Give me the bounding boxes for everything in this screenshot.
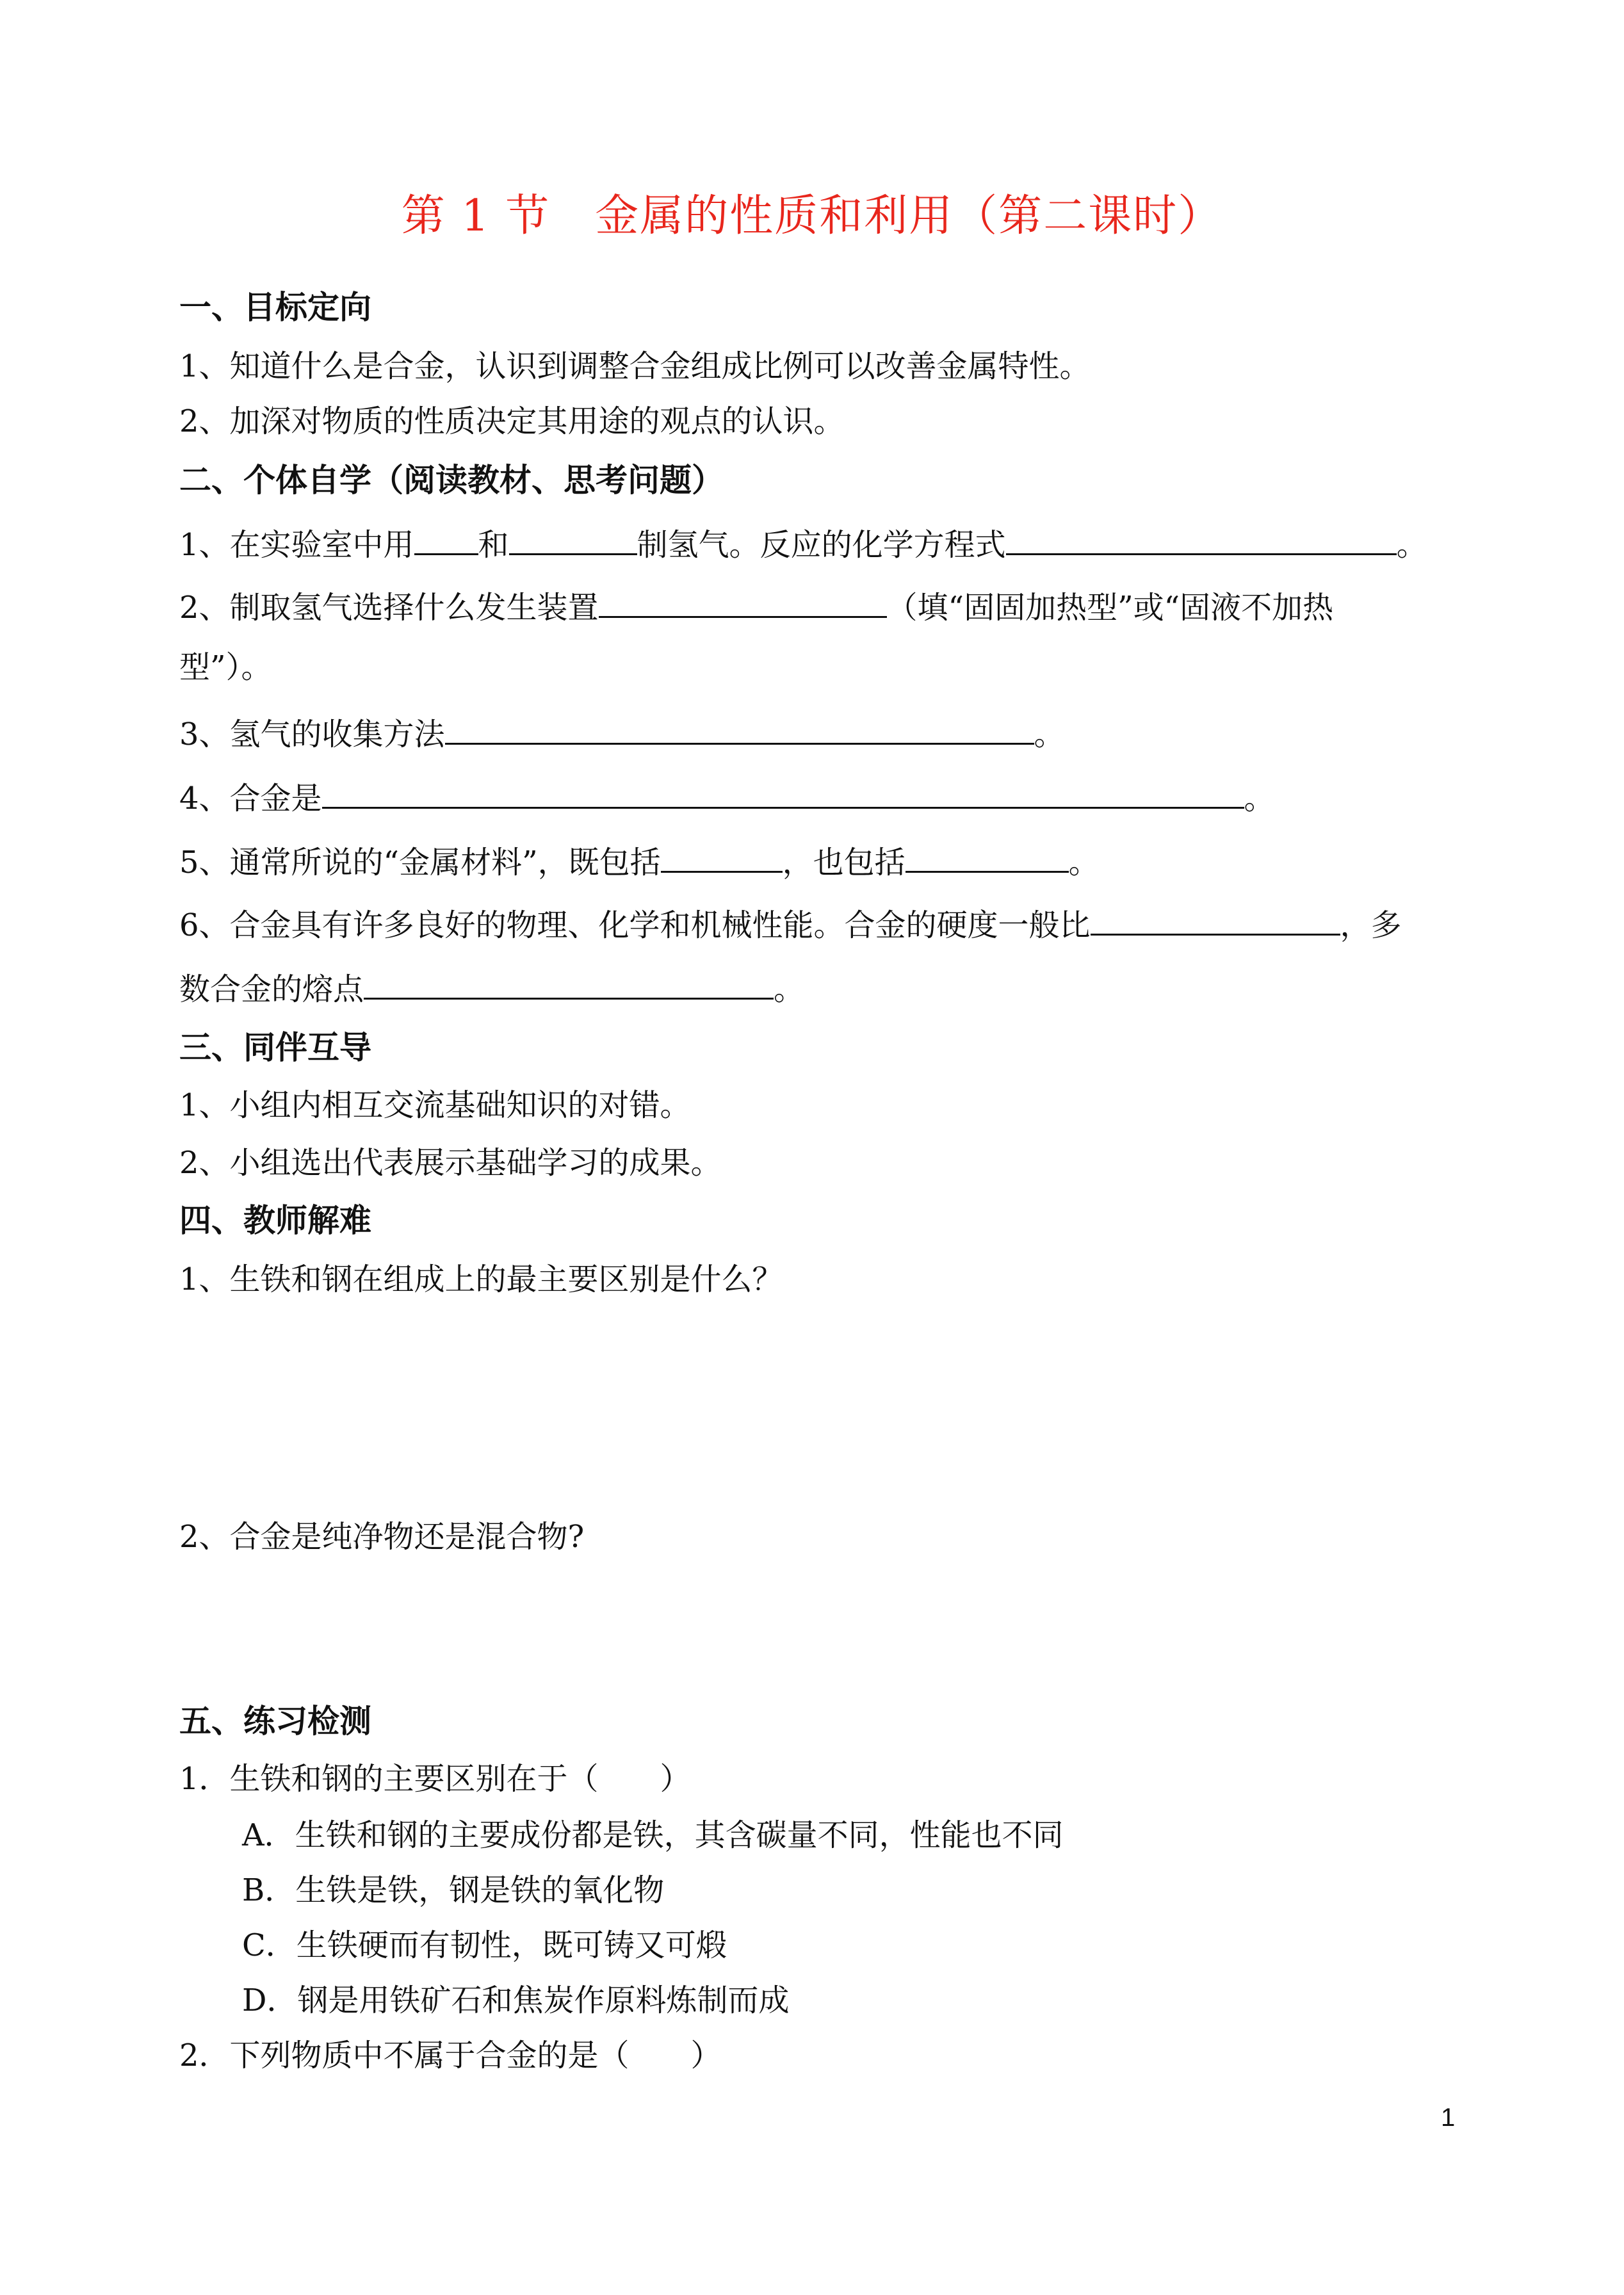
- question-text: 型”）。: [179, 649, 272, 685]
- question-text: 4、合金是: [179, 781, 322, 816]
- question-text: 数合金的熔点: [179, 971, 364, 1007]
- option-c[interactable]: C．生铁硬而有韧性，既可铸又可煅: [242, 1927, 727, 1963]
- option-a[interactable]: A．生铁和钢的主要成份都是铁，其含碳量不同，性能也不同: [242, 1817, 1064, 1853]
- answer-blank[interactable]: [1091, 902, 1340, 936]
- question-line: [179, 839, 1100, 883]
- question-text: 6、合金具有许多良好的物理、化学和机械性能。合金的硬度一般比: [179, 907, 1091, 943]
- question-line: [179, 711, 1065, 755]
- question-line: [179, 775, 1275, 819]
- question-text: 。: [1396, 527, 1427, 563]
- goal-item: 2、加深对物质的性质决定其用途的观点的认识。: [179, 403, 845, 439]
- page-number: 1: [1441, 2104, 1456, 2132]
- question-text: ，多: [1340, 907, 1402, 943]
- answer-blank[interactable]: [599, 584, 887, 618]
- question-text: 。: [1244, 781, 1275, 816]
- answer-blank[interactable]: [414, 521, 478, 555]
- answer-blank[interactable]: [364, 966, 774, 1000]
- answer-blank[interactable]: [1006, 521, 1397, 555]
- question-line: [179, 584, 1333, 628]
- question-line: [179, 902, 1402, 946]
- teacher-question: 2、合金是纯净物还是混合物?: [179, 1519, 585, 1555]
- option-d[interactable]: D．钢是用铁矿石和焦炭作原料炼制而成: [242, 1983, 790, 2018]
- question-text: 2、制取氢气选择什么发生装置: [179, 590, 599, 626]
- page-title: 第 1 节 金属的性质和利用（第二课时）: [401, 191, 1223, 241]
- teacher-question: 1、生铁和钢在组成上的最主要区别是什么？: [179, 1261, 783, 1297]
- question-text: 和: [478, 527, 509, 563]
- question-text: 3、氢气的收集方法: [179, 717, 445, 752]
- answer-blank[interactable]: [509, 521, 637, 555]
- question-text: 5、通常所说的“金属材料”，既包括: [179, 845, 661, 880]
- section-heading-self-study: 二、个体自学（阅读教材、思考问题）: [179, 461, 724, 499]
- question-text: 。: [1068, 845, 1100, 880]
- question-text: （填“固固加热型”或“固液不加热: [886, 590, 1334, 626]
- peer-item: 1、小组内相互交流基础知识的对错。: [179, 1087, 691, 1123]
- answer-blank[interactable]: [322, 775, 1244, 809]
- question-text: ，也包括: [782, 845, 905, 880]
- question-text: 制氢气。反应的化学方程式: [637, 527, 1006, 563]
- section-heading-goals: 一、目标定向: [179, 288, 371, 326]
- exercise-question: 1．生铁和钢的主要区别在于（ ）: [179, 1761, 691, 1797]
- exercise-question: 2．下列物质中不属于合金的是（ ）: [179, 2038, 722, 2073]
- peer-item: 2、小组选出代表展示基础学习的成果。: [179, 1145, 722, 1181]
- answer-blank[interactable]: [661, 839, 783, 873]
- question-text: 1、在实验室中用: [179, 527, 414, 563]
- section-heading-peer: 三、同伴互导: [179, 1028, 371, 1066]
- section-heading-exercise: 五、练习检测: [179, 1702, 371, 1740]
- option-b[interactable]: B．生铁是铁，钢是铁的氧化物: [242, 1872, 665, 1908]
- goal-item: 1、知道什么是合金，认识到调整合金组成比例可以改善金属特性。: [179, 348, 1091, 384]
- question-line: [179, 521, 1427, 565]
- answer-blank[interactable]: [905, 839, 1069, 873]
- question-text: 。: [774, 971, 805, 1007]
- answer-blank[interactable]: [445, 711, 1034, 745]
- question-line: [179, 966, 804, 1010]
- section-heading-teacher: 四、教师解难: [179, 1201, 371, 1239]
- question-text: 。: [1034, 717, 1065, 752]
